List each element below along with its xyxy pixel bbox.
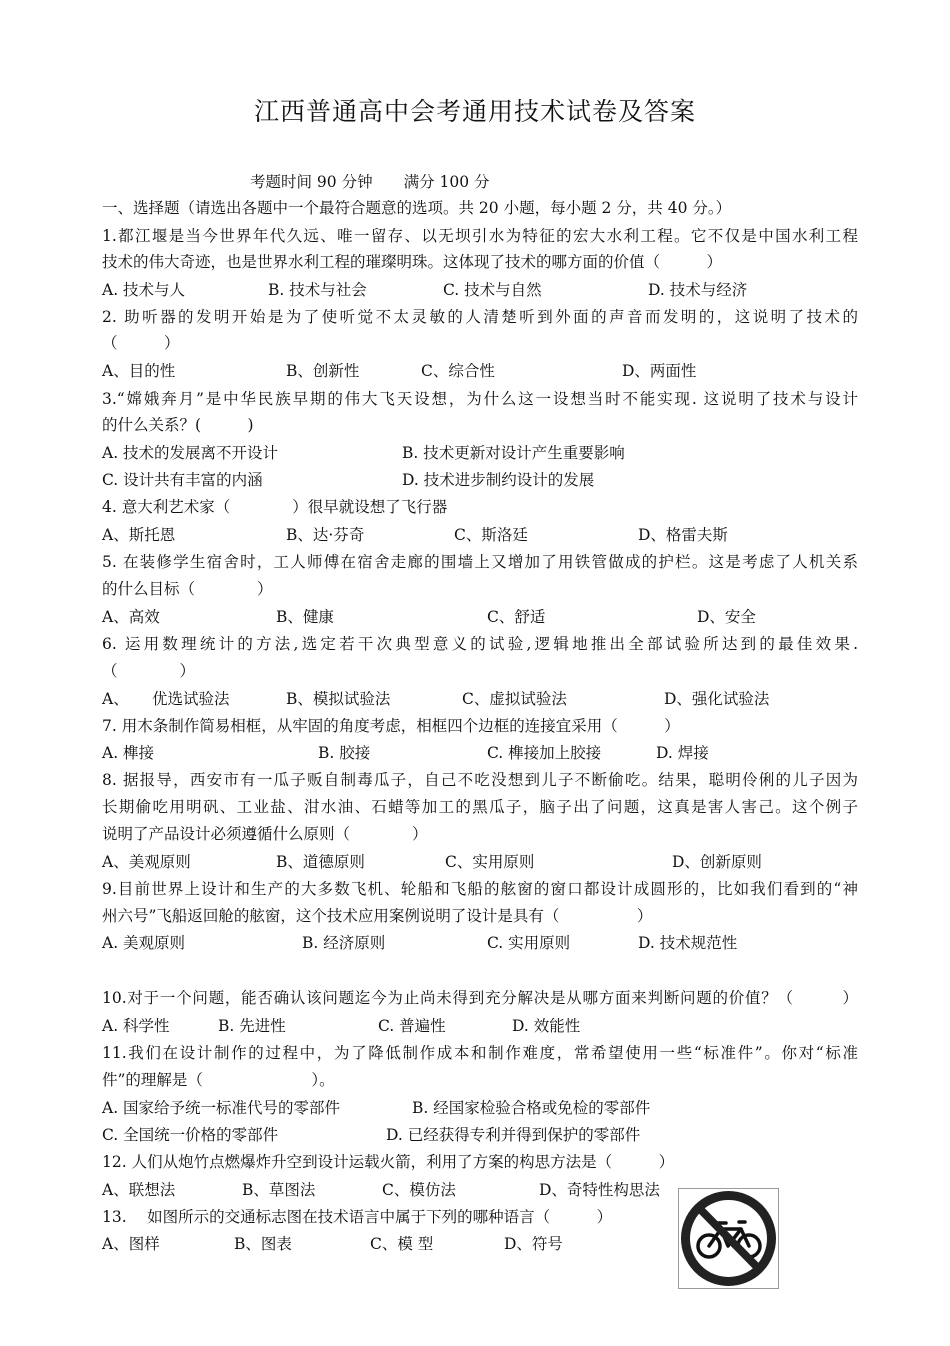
- question-13-option-b: B、图表: [234, 1235, 292, 1253]
- question-6-option-a: A、 优选试验法: [102, 690, 230, 708]
- no-bicycle-sign-icon: [678, 1188, 779, 1289]
- question-9-line-1: 9.目前世界上设计和生产的大多数飞机、轮船和飞船的舷窗的窗口都设计成圆形的，比如我们看到的“神: [102, 880, 858, 898]
- question-9-option-c: C. 实用原则: [487, 934, 571, 952]
- question-7-option-a: A. 榫接: [102, 744, 155, 762]
- question-2-option-a: A、目的性: [102, 362, 176, 380]
- question-5-option-b: B、健康: [276, 608, 334, 626]
- question-4-option-a: A、斯托恩: [102, 526, 176, 544]
- question-9-option-a: A. 美观原则: [102, 934, 186, 952]
- question-1-line-1: 1.都江堰是当今世界年代久远、唯一留存、以无坝引水为特征的宏大水利工程。它不仅是中国水利工程: [102, 227, 858, 245]
- question-9-line-2: 州六号”飞船返回舱的舷窗，这个技术应用案例说明了设计是具有（ ）: [102, 907, 653, 925]
- question-11-line-1: 11.我们在设计制作的过程中，为了降低制作成本和制作难度，常希望使用一些“标准件”。你对“标准: [102, 1044, 858, 1062]
- question-10-option-a: A. 科学性: [102, 1017, 170, 1035]
- question-8-option-a: A、美观原则: [102, 853, 191, 871]
- question-10-option-b: B. 先进性: [218, 1017, 286, 1035]
- question-2-line-1: 2. 助听器的发明开始是为了使听觉不太灵敏的人清楚听到外面的声音而发明的，这说明了技术的: [102, 308, 858, 326]
- question-12-option-d: D、奇特性构思法: [539, 1181, 660, 1199]
- question-11-option-c: C. 全国统一价格的零部件: [102, 1126, 279, 1144]
- question-1-option-a: A. 技术与人: [102, 281, 186, 299]
- question-3-option-c: C. 设计共有丰富的内涵: [102, 471, 263, 489]
- question-7-option-c: C. 榫接加上胶接: [487, 744, 602, 762]
- question-2-line-2: （ ）: [102, 334, 180, 352]
- question-5-line-1: 5. 在装修学生宿舍时，工人师傅在宿舍走廊的围墙上又增加了用铁管做成的护栏。这是考虑了人机关系: [102, 553, 858, 571]
- question-8-option-c: C、实用原则: [445, 853, 535, 871]
- question-8-line-1: 8. 据报导，西安市有一瓜子贩自制毒瓜子，自己不吃没想到儿子不断偷吃。结果，聪明伶俐的儿子因为: [102, 771, 858, 789]
- question-8-option-b: B、道德原则: [276, 853, 365, 871]
- question-11-option-a: A. 国家给予统一标准代号的零部件: [102, 1099, 341, 1117]
- question-12-line-1: 12. 人们从炮竹点燃爆炸升空到设计运载火箭，利用了方案的构思方法是（ ）: [102, 1153, 675, 1171]
- question-12-option-c: C、模仿法: [382, 1181, 456, 1199]
- question-9-option-d: D. 技术规范性: [638, 934, 738, 952]
- question-3-line-1: 3.“嫦娥奔月”是中华民族早期的伟大飞天设想，为什么这一设想当时不能实现. 这说明了技术与设计: [102, 390, 858, 408]
- page-title: 江西普通高中会考通用技术试卷及答案: [253, 97, 696, 126]
- question-3-line-2: 的什么关系？( ): [102, 416, 254, 434]
- question-2-option-c: C、综合性: [421, 362, 495, 380]
- question-10-option-d: D. 效能性: [512, 1017, 581, 1035]
- question-7-option-b: B. 胶接: [318, 744, 371, 762]
- question-1-option-c: C. 技术与自然: [443, 281, 542, 299]
- question-4-option-c: C、斯洛廷: [454, 526, 528, 544]
- question-13-option-a: A、图样: [102, 1235, 160, 1253]
- question-1-option-d: D. 技术与经济: [648, 281, 748, 299]
- question-10-line-1: 10.对于一个问题，能否确认该问题迄今为止尚未得到充分解决是从哪方面来判断问题的价值？（ ）: [102, 989, 858, 1007]
- question-11-option-b: B. 经国家检验合格或免检的零部件: [412, 1099, 651, 1117]
- question-9-option-b: B. 经济原则: [302, 934, 386, 952]
- question-6-option-c: C、虚拟试验法: [462, 690, 567, 708]
- question-4-line-1: 4. 意大利艺术家（ ）很早就设想了飞行器: [102, 498, 448, 516]
- question-13-line-1: 13. 如图所示的交通标志图在技术语言中属于下列的哪种语言（ ）: [102, 1208, 613, 1226]
- question-6-option-b: B、模拟试验法: [286, 690, 391, 708]
- question-5-option-a: A、高效: [102, 608, 160, 626]
- question-5-option-d: D、安全: [697, 608, 756, 626]
- question-6-option-d: D、强化试验法: [664, 690, 770, 708]
- question-8-option-d: D、创新原则: [672, 853, 762, 871]
- question-12-option-b: B、草图法: [242, 1181, 316, 1199]
- exam-info: 考题时间 90 分钟 满分 100 分: [250, 173, 490, 191]
- question-5-line-2: 的什么目标（ ）: [102, 580, 273, 598]
- question-4-option-b: B、达·芬奇: [286, 526, 365, 544]
- no-bicycle-sign-svg: [678, 1188, 779, 1289]
- section-heading: 一、选择题（请选出各题中一个最符合题意的选项。共 20 小题，每小题 2 分，共 40 分。）: [102, 199, 732, 217]
- question-7-option-d: D. 焊接: [656, 744, 709, 762]
- question-5-option-c: C、舒适: [487, 608, 546, 626]
- question-3-option-a: A. 技术的发展离不开设计: [102, 444, 279, 462]
- question-3-option-b: B. 技术更新对设计产生重要影响: [402, 444, 625, 462]
- question-8-line-2: 长期偷吃用明矾、工业盐、泔水油、石蜡等加工的黑瓜子，脑子出了问题，这真是害人害己。这个例子: [102, 798, 858, 816]
- question-8-line-3: 说明了产品设计必须遵循什么原则（ ）: [102, 825, 428, 843]
- question-6-line-1: 6. 运用数理统计的方法,选定若干次典型意义的试验,逻辑地推出全部试验所达到的最佳效果.: [102, 635, 858, 653]
- question-13-option-d: D、符号: [504, 1235, 563, 1253]
- question-4-option-d: D、格雷夫斯: [638, 526, 728, 544]
- question-13-option-c: C、模 型: [370, 1235, 434, 1253]
- question-10-option-c: C. 普遍性: [378, 1017, 446, 1035]
- question-3-option-d: D. 技术进步制约设计的发展: [402, 471, 595, 489]
- question-12-option-a: A、联想法: [102, 1181, 176, 1199]
- question-1-option-b: B. 技术与社会: [268, 281, 367, 299]
- question-7-line-1: 7. 用木条制作简易相框，从牢固的角度考虑，相框四个边框的连接宜采用（ ）: [102, 717, 680, 735]
- question-2-option-b: B、创新性: [286, 362, 360, 380]
- question-6-line-2: （ ）: [102, 662, 196, 680]
- question-2-option-d: D、两面性: [622, 362, 697, 380]
- question-1-line-2: 技术的伟大奇迹，也是世界水利工程的璀璨明珠。这体现了技术的哪方面的价值（ ）: [102, 253, 723, 271]
- question-11-line-2: 件”的理解是（ ）。: [102, 1071, 335, 1089]
- question-11-option-d: D. 已经获得专利并得到保护的零部件: [386, 1126, 641, 1144]
